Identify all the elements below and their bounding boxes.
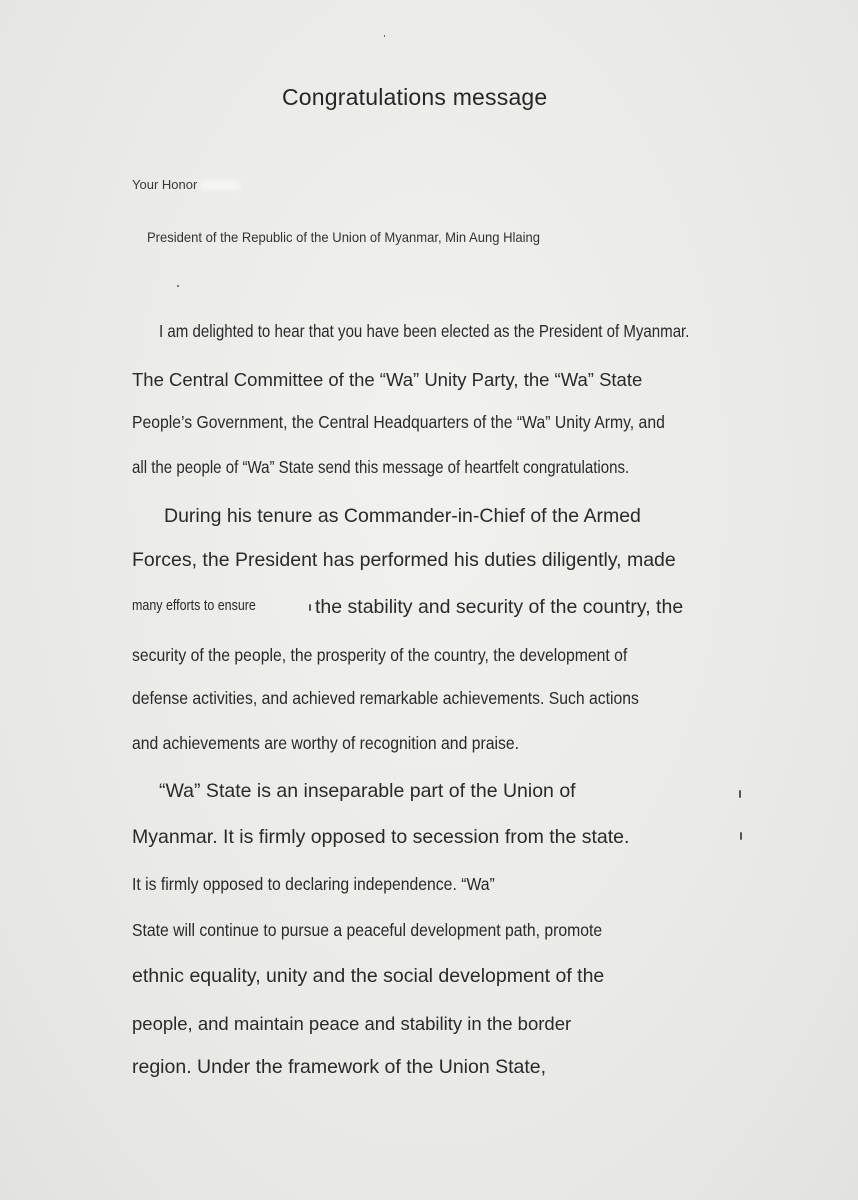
body-line-18: region. Under the framework of the Union State, xyxy=(132,1056,547,1078)
scan-speck xyxy=(177,285,179,287)
body-line-4: all the people of “Wa” State send this message of heartfelt congratulations. xyxy=(132,457,630,477)
document-title: Congratulations message xyxy=(282,84,548,110)
paper-smudge xyxy=(200,180,240,190)
scan-speck xyxy=(739,790,741,798)
body-line-6: Forces, the President has performed his duties diligently, made xyxy=(132,549,676,571)
body-line-3: People’s Government, the Central Headquarters of the “Wa” Unity Army, and xyxy=(132,412,665,432)
body-line-8: the stability and security of the country, the xyxy=(315,596,684,618)
body-line-14: It is firmly opposed to declaring independence. “Wa” xyxy=(132,874,495,894)
body-line-17: people, and maintain peace and stability in the border xyxy=(132,1013,572,1034)
body-line-7: many efforts to ensure xyxy=(132,598,256,614)
body-line-10: defense activities, and achieved remarkable achievements. Such actions xyxy=(132,688,639,708)
body-line-11: and achievements are worthy of recognition and praise. xyxy=(132,733,519,753)
body-line-16: ethnic equality, unity and the social development of the xyxy=(132,965,605,987)
body-line-2: The Central Committee of the “Wa” Unity Party, the “Wa” State xyxy=(132,369,643,390)
body-line-1: I am delighted to hear that you have been elected as the President of Myanmar. xyxy=(159,321,690,341)
scan-speck xyxy=(309,604,311,611)
body-line-5: During his tenure as Commander-in-Chief of the Armed xyxy=(164,505,641,527)
addressee-line: President of the Republic of the Union of Myanmar, Min Aung Hlaing xyxy=(147,229,540,245)
body-line-15: State will continue to pursue a peaceful development path, promote xyxy=(132,920,603,940)
scan-speck xyxy=(740,832,742,840)
salutation: Your Honor xyxy=(132,177,198,192)
scan-speck xyxy=(384,35,385,37)
body-line-13: Myanmar. It is firmly opposed to secession from the state. xyxy=(132,826,630,848)
body-line-9: security of the people, the prosperity of the country, the development of xyxy=(132,645,628,665)
body-line-12: “Wa” State is an inseparable part of the Union of xyxy=(159,780,576,802)
